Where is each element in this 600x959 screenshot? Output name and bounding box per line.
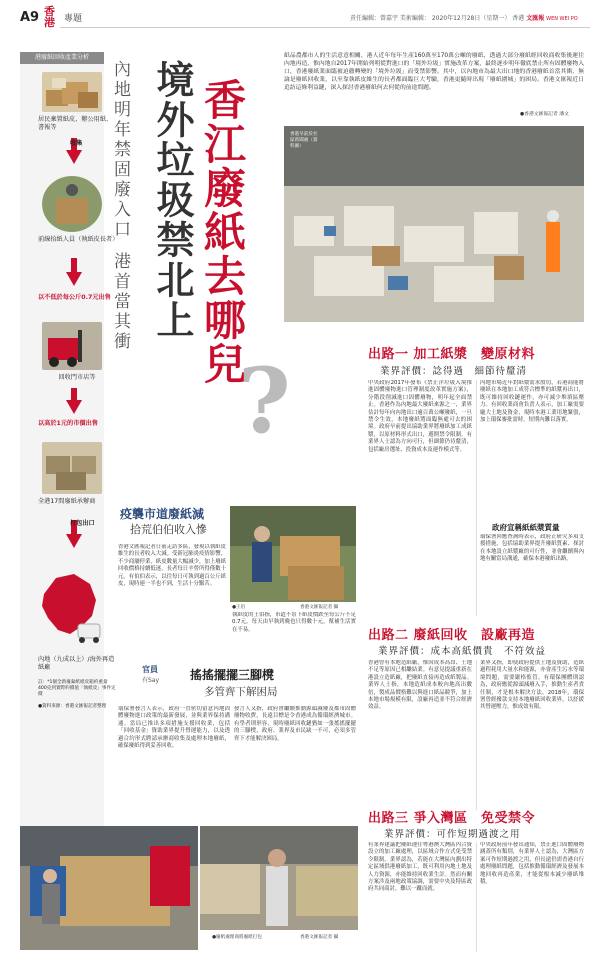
logo-top: 官員 [142,665,158,674]
route2-sub: 業界評價：成本高紙價貴 不符效益 [378,646,547,657]
bottom-photo-credit: ●廢紙處理商將廢紙打包 [212,935,262,940]
route1-box-title: 政府宣稱紙紙漿質量 [492,523,560,532]
column-divider [476,842,477,952]
route2-title: 廢紙回收 設廠再造 [413,628,536,643]
arrow-down-icon [66,534,82,548]
column-divider [476,660,477,810]
step-destination: 內地（九成以上）/海外再造紙廠 [38,656,115,671]
route1-header [368,343,535,362]
sidebar-flow [20,64,119,864]
arrow-down-icon [66,150,82,164]
bottom-photo-credit-2: 香港文匯報記者 攝 [300,935,339,940]
elderly-text-2: 執紙皮的王伯指，市道不景下紙皮價跌至每公斤不足0.7元，每天由早執到晚也只得數十元，幫補生活實在不易。 [232,612,356,633]
elderly-subtitle: 拾荒伯伯收入慘 [130,523,207,536]
step-export: 打包出口 [70,520,95,527]
step-collect: 收集 [70,140,83,147]
route3-sub: 業界評價：可作短期過渡之用 [384,829,521,840]
region-tag: 香港 [44,5,55,29]
talk-title: 搖搖擺擺三腳櫈 [190,668,275,682]
route1-badge: 出路一 [368,347,409,362]
sidebar-source: ●資料來源：香港文匯報記者整理 [38,704,107,709]
photo-caption: 香港早前於社 區新聞處（資 料圖） [290,132,318,149]
elderly-collector-icon [42,176,102,232]
header-meta [350,13,578,22]
page-number: A9 [20,10,40,25]
step-price-high: 以高於1元的市價出售 [38,420,98,427]
lead-credit: ●香港文匯報記者 潘文 [520,112,569,117]
page-header [0,0,600,30]
header-date: 責任編輯：曾嘉宇 美術編輯： 2020年12月28日（星期一） 香港 [350,15,525,22]
arrow-stem [71,388,77,400]
lead-paragraph: 紙品農都市人的生活意意相關，港人近年每年生產160萬至170萬公噸的廢紙，透過大部分廢紙經回收商收集後運往內地再造，惟內地自2017年開始列明從對進口的「境外垃圾」實施改革方案，最終逐步明年徹底禁止所有固體廢物入口，香港廢紙業面臨被迫徹轉變的「境外垃圾」而受禁影響。其中，以內地市為最大出口地的香港廢紙首當其衝，無論是廢紙回收業，以至靠執紙皮維生的長者都面臨巨大考驗，香港更隨時出現「廢紙圍城」的困局。香港文匯報近日追訪這條利益鏈，深入探討香港廢紙何去何從的前途問題。 [284,53,584,91]
route1-title: 加工紙漿 變原材料 [413,347,536,362]
cardboard-pile-icon [42,72,102,112]
main-headline: 香江廢紙去哪兒 [198,78,247,386]
sidebar-title: 港廢紙回收產業分析 [20,52,104,64]
elderly-photo-credit-2: 香港文匯報記者 攝 [300,605,339,610]
route2-col1: 香港曾有本地造紙廠，惟因成本高昂、土地不足等原因已相繼結業。有意見提議重新在港設立造紙廠，把廢紙直接再造成紙製品。業界人士指，本地造紙成本較內地高出數倍，製成品價格難以與進口紙品競爭，加上本地市場規模有限，設廠再造並不符合經濟效益。 [368,660,472,711]
route1-box-text: 環保署回應查詢時表示，政府正研究多項支援措施，包括協助業界提升廢紙質素、探討在本地設立紙漿廠的可行性，並會繼續與內地有關當局溝通，確保本港廢紙出路。 [480,534,584,563]
elderly-photo [230,506,356,602]
route3-title: 爭入灣區 免受禁令 [413,811,536,826]
main-photo-paper-pile [284,126,584,322]
route1-col1: 中央政府2017年發布《禁止洋垃圾入境推進固體廢物進口管理制度改革實施方案》，分階段削減進口固體廢物，明年起全面禁止。香港作為內地最大廢紙來源之一，業界估計每年向內地出口逾百萬公噸廢紙，一旦禁令生效，本地廢紙將面臨無處可去的困境。政府早前提出協助業界將廢紙加工成紙漿，以原材料形式出口，避開禁令限制。有業界人士認為方向可行，但細節仍待釐清，包括廠房選址、投資成本及運作模式等。 [368,380,472,453]
step-contractors: 全港17間廢紙承辦商 [38,498,96,505]
arrow-stem [71,258,77,272]
step-residents: 居民棄置紙皮、辦公用紙、書報等 [38,116,113,131]
route3-header [368,807,535,826]
talk-subtitle: 多管齊下解困局 [204,686,278,698]
brand-logo: 文匯報 [526,15,545,22]
china-map-icon [34,564,104,652]
brand-en: WEN WEI PO [546,16,578,22]
step-shops: 回收門市店等 [58,374,96,381]
route1-col2: 內地市場近年對紙漿需求殷切，若港商能將廢紙在本地加工成符合標準的紙漿再出口，既可維持回收鏈運作，亦可減少堆填區壓力。有回收業商會負責人表示，加工廠需要龐大土地及資金，現時本港工業用地緊張，加上環保審批需時，短期內難以落實。 [480,380,584,424]
second-headline: 境外垃圾禁北上 [150,60,195,340]
talk-text-1: 環保署發言人表示，政府一直密切留意內地固體廢物進口政策的最新發展，並與業界保持溝通。當局已推出多項措施支援回收業，包括「回收基金」資助業界提升營運能力，以及透過合約形式聘請承辦商收集及處理本地廢紙，確保廢紙得到妥善回收。 [118,706,230,750]
question-mark: ? [238,348,291,454]
arrow-down-icon [66,272,82,286]
sidebar-note: 註：*1個全新廢棄紙紙皮箱約重量400克到實際約價值「執紙皮」事件定價 [38,680,116,697]
subheadline-1: 內地明年禁固廢入口 [110,60,130,240]
route2-col2: 業界又指，即使政府提供土地及資助，造紙過程耗用大量水和能源，亦會產生污水等環境問題，需要嚴格監管。有環保團體則認為，政府應從源頭減廢入手，推動生產者責任制，才是根本解決方法。2018年，環保署曾經撥款支持本地廢紙回收業界，以紓緩其營運壓力，惟成效有限。 [480,660,584,711]
bales-icon [42,442,102,494]
logo-bottom: 有Say [142,677,160,684]
officials-say-logo [142,664,182,688]
route2-badge: 出路二 [368,628,409,643]
arrow-down-icon [66,400,82,414]
elderly-photo-credit: ●王伯 [232,605,246,610]
step-collectors: 前線拾紙人員（執紙皮長者） [38,236,119,243]
subheadline-2: 港首當其衝 [110,252,130,352]
column-divider [476,380,477,616]
elderly-title: 疫襲市道廢紙減 [120,507,205,521]
header-rule [60,27,590,28]
talk-text-2: 發言人又指，政府會繼續推動源頭減廢及都市固體廢物收費，長遠目標是令香港成為循環經濟城市。有學者則形容，現時廢紙回收鏈猶如一張搖搖擺擺的三腳櫈，政府、業界及市民缺一不可，必須多管齊下才能解決困局。 [234,706,356,742]
route3-col2: 中央政府前年發出通知，禁止進口固體廢物涵蓋所有類別，有業界人士認為，大灣區方案可作短期過渡之用，但長遠仍需香港自行處理廢紙問題，包括推動循環經濟及發展本地回收再造產業，才能從根本減少廢紙堆積。 [480,842,584,886]
step-price-low: 以不低於每公斤0.7元出售 [38,294,111,301]
forklift-icon [42,322,102,370]
bottom-photo-inspector [200,826,358,930]
bottom-photo-truck [20,826,198,950]
route3-col1: 有業界建議把廢紙運往粵港澳大灣區內合資設立的加工廠處理，以區域合作方式免受禁令限制。業界認為，若能在大灣區內劃出特定區域供港廢紙加工，既可利用內地土地及人力資源，亦能維持回收業生計。然而有關方案涉及兩地政策協調，需要中央及特區政府共同商討，難以一蹴而就。 [368,842,472,893]
route2-header [368,624,535,643]
route1-sub: 業界評價：諗得過 細節待釐清 [380,366,528,377]
route3-badge: 出路三 [368,811,409,826]
elderly-text: 香港文匯報記者日前走訪多區，發現以執紙皮維生的長者收入大減。受新冠肺炎疫情影響，不少商舖停業，紙皮數量大幅減少，加上廢紙回收價格持續低迷，長者每日辛勞所得僅數十元。有伯伯表示，以往每日可執到過百公斤紙皮，現時連一半也不到，生活十分艱苦。 [118,544,226,588]
section-label: 專題 [64,14,83,24]
